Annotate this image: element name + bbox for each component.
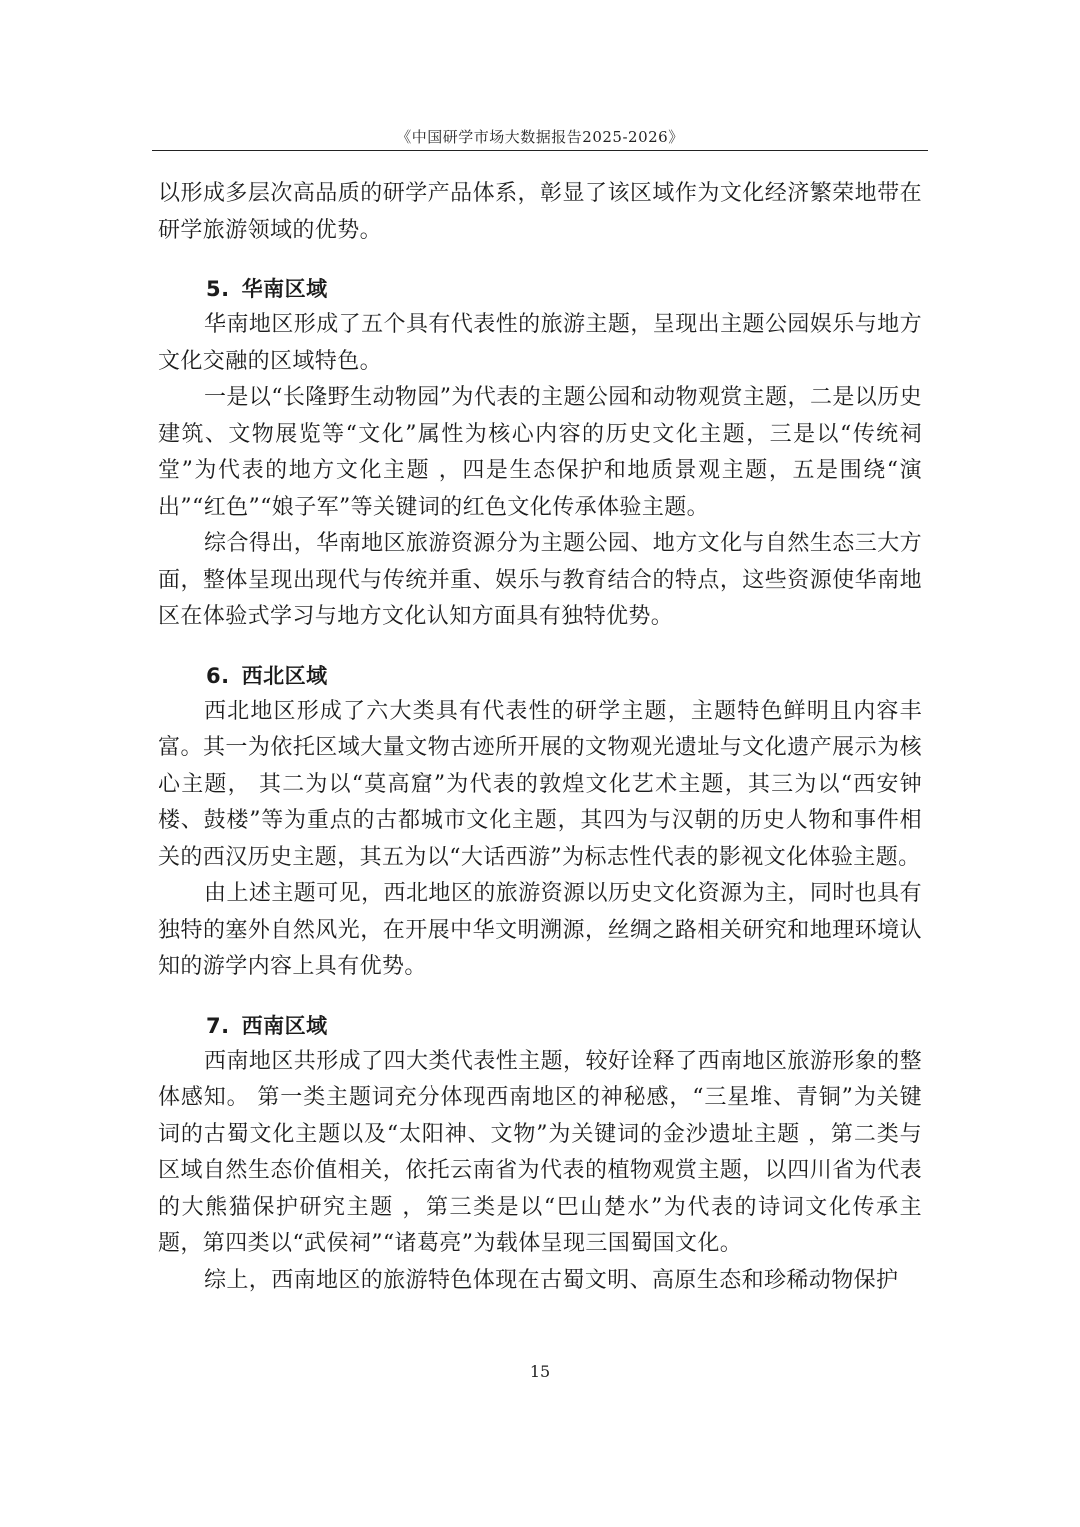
section-number: 5. <box>206 277 230 301</box>
page-content <box>158 176 922 1299</box>
body-paragraph: 综上，西南地区的旅游特色体现在古蜀文明、高原生态和珍稀动物保护 <box>204 1267 899 1293</box>
page-header-title: 《中国研学市场大数据报告2025-2026》 <box>396 128 684 146</box>
section-number: 7. <box>206 1013 230 1038</box>
section-title: 华南区域 <box>241 277 328 301</box>
body-paragraph: 西北地区形成了六大类具有代表性的研学主题，主题特色鲜明且内容丰富。其一为依托区域大量文物古迹所开展的文物观光遗址与文化遗产展示为核心主题， 其二为以“莫高窟”为代表的敦煌文化艺术主题，其三为以“西安钟楼、鼓楼”等为重点的古都城市文化主题，其四为与汉朝的历史人物和事件相关的西汉历史主题，其五为以“大话西游”为标志性代表的影视文化体验主题。 <box>158 698 922 870</box>
body-paragraph: 华南地区形成了五个具有代表性的旅游主题，呈现出主题公园娱乐与地方文化交融的区域特色。 <box>158 312 922 374</box>
section-northwest <box>158 658 922 986</box>
section-title: 西南区域 <box>241 1013 328 1038</box>
section-heading <box>158 1008 922 1044</box>
header-divider <box>152 150 928 151</box>
page-number: 15 <box>529 1362 551 1381</box>
body-paragraph: 一是以“长隆野生动物园”为代表的主题公园和动物观赏主题，二是以历史建筑、文物展览等“文化”属性为核心内容的历史文化主题，三是以“传统祠堂”为代表的地方文化主题 ，四是生态保护和地质景观主题，五是围绕“演出”“红色”“娘子军”等关键词的红色文化传承体验主题。 <box>158 385 922 520</box>
section-southwest <box>158 1008 922 1300</box>
section-number: 6. <box>206 663 230 688</box>
body-paragraph: 西南地区共形成了四大类代表性主题，较好诠释了西南地区旅游形象的整体感知。 第一类主题词充分体现西南地区的神秘感，“三星堆、青铜”为关键词的古蜀文化主题以及“太阳神、文物”为关键词的金沙遗址主题 ，第二类与区域自然生态价值相关，依托云南省为代表的植物观赏主题，以四川省为代表的大熊猫保护研究主题 ，第三类是以“巴山楚水”为代表的诗词文化传承主题，第四类以“武侯祠”“诸葛亮”为载体呈现三国蜀国文化。 <box>158 1048 922 1256</box>
section-heading <box>158 658 922 694</box>
section-heading <box>158 271 922 307</box>
section-south-china <box>158 271 922 636</box>
intro-paragraph: 以形成多层次高品质的研学产品体系，彰显了该区域作为文化经济繁荣地带在研学旅游领域的优势。 <box>158 181 922 243</box>
body-paragraph: 由上述主题可见，西北地区的旅游资源以历史文化资源为主，同时也具有独特的塞外自然风光，在开展中华文明溯源，丝绸之路相关研究和地理环境认知的游学内容上具有优势。 <box>158 881 922 979</box>
section-title: 西北区域 <box>241 663 328 688</box>
body-paragraph: 综合得出，华南地区旅游资源分为主题公园、地方文化与自然生态三大方面，整体呈现出现代与传统并重、娱乐与教育结合的特点，这些资源使华南地区在体验式学习与地方文化认知方面具有独特优势。 <box>158 531 922 629</box>
